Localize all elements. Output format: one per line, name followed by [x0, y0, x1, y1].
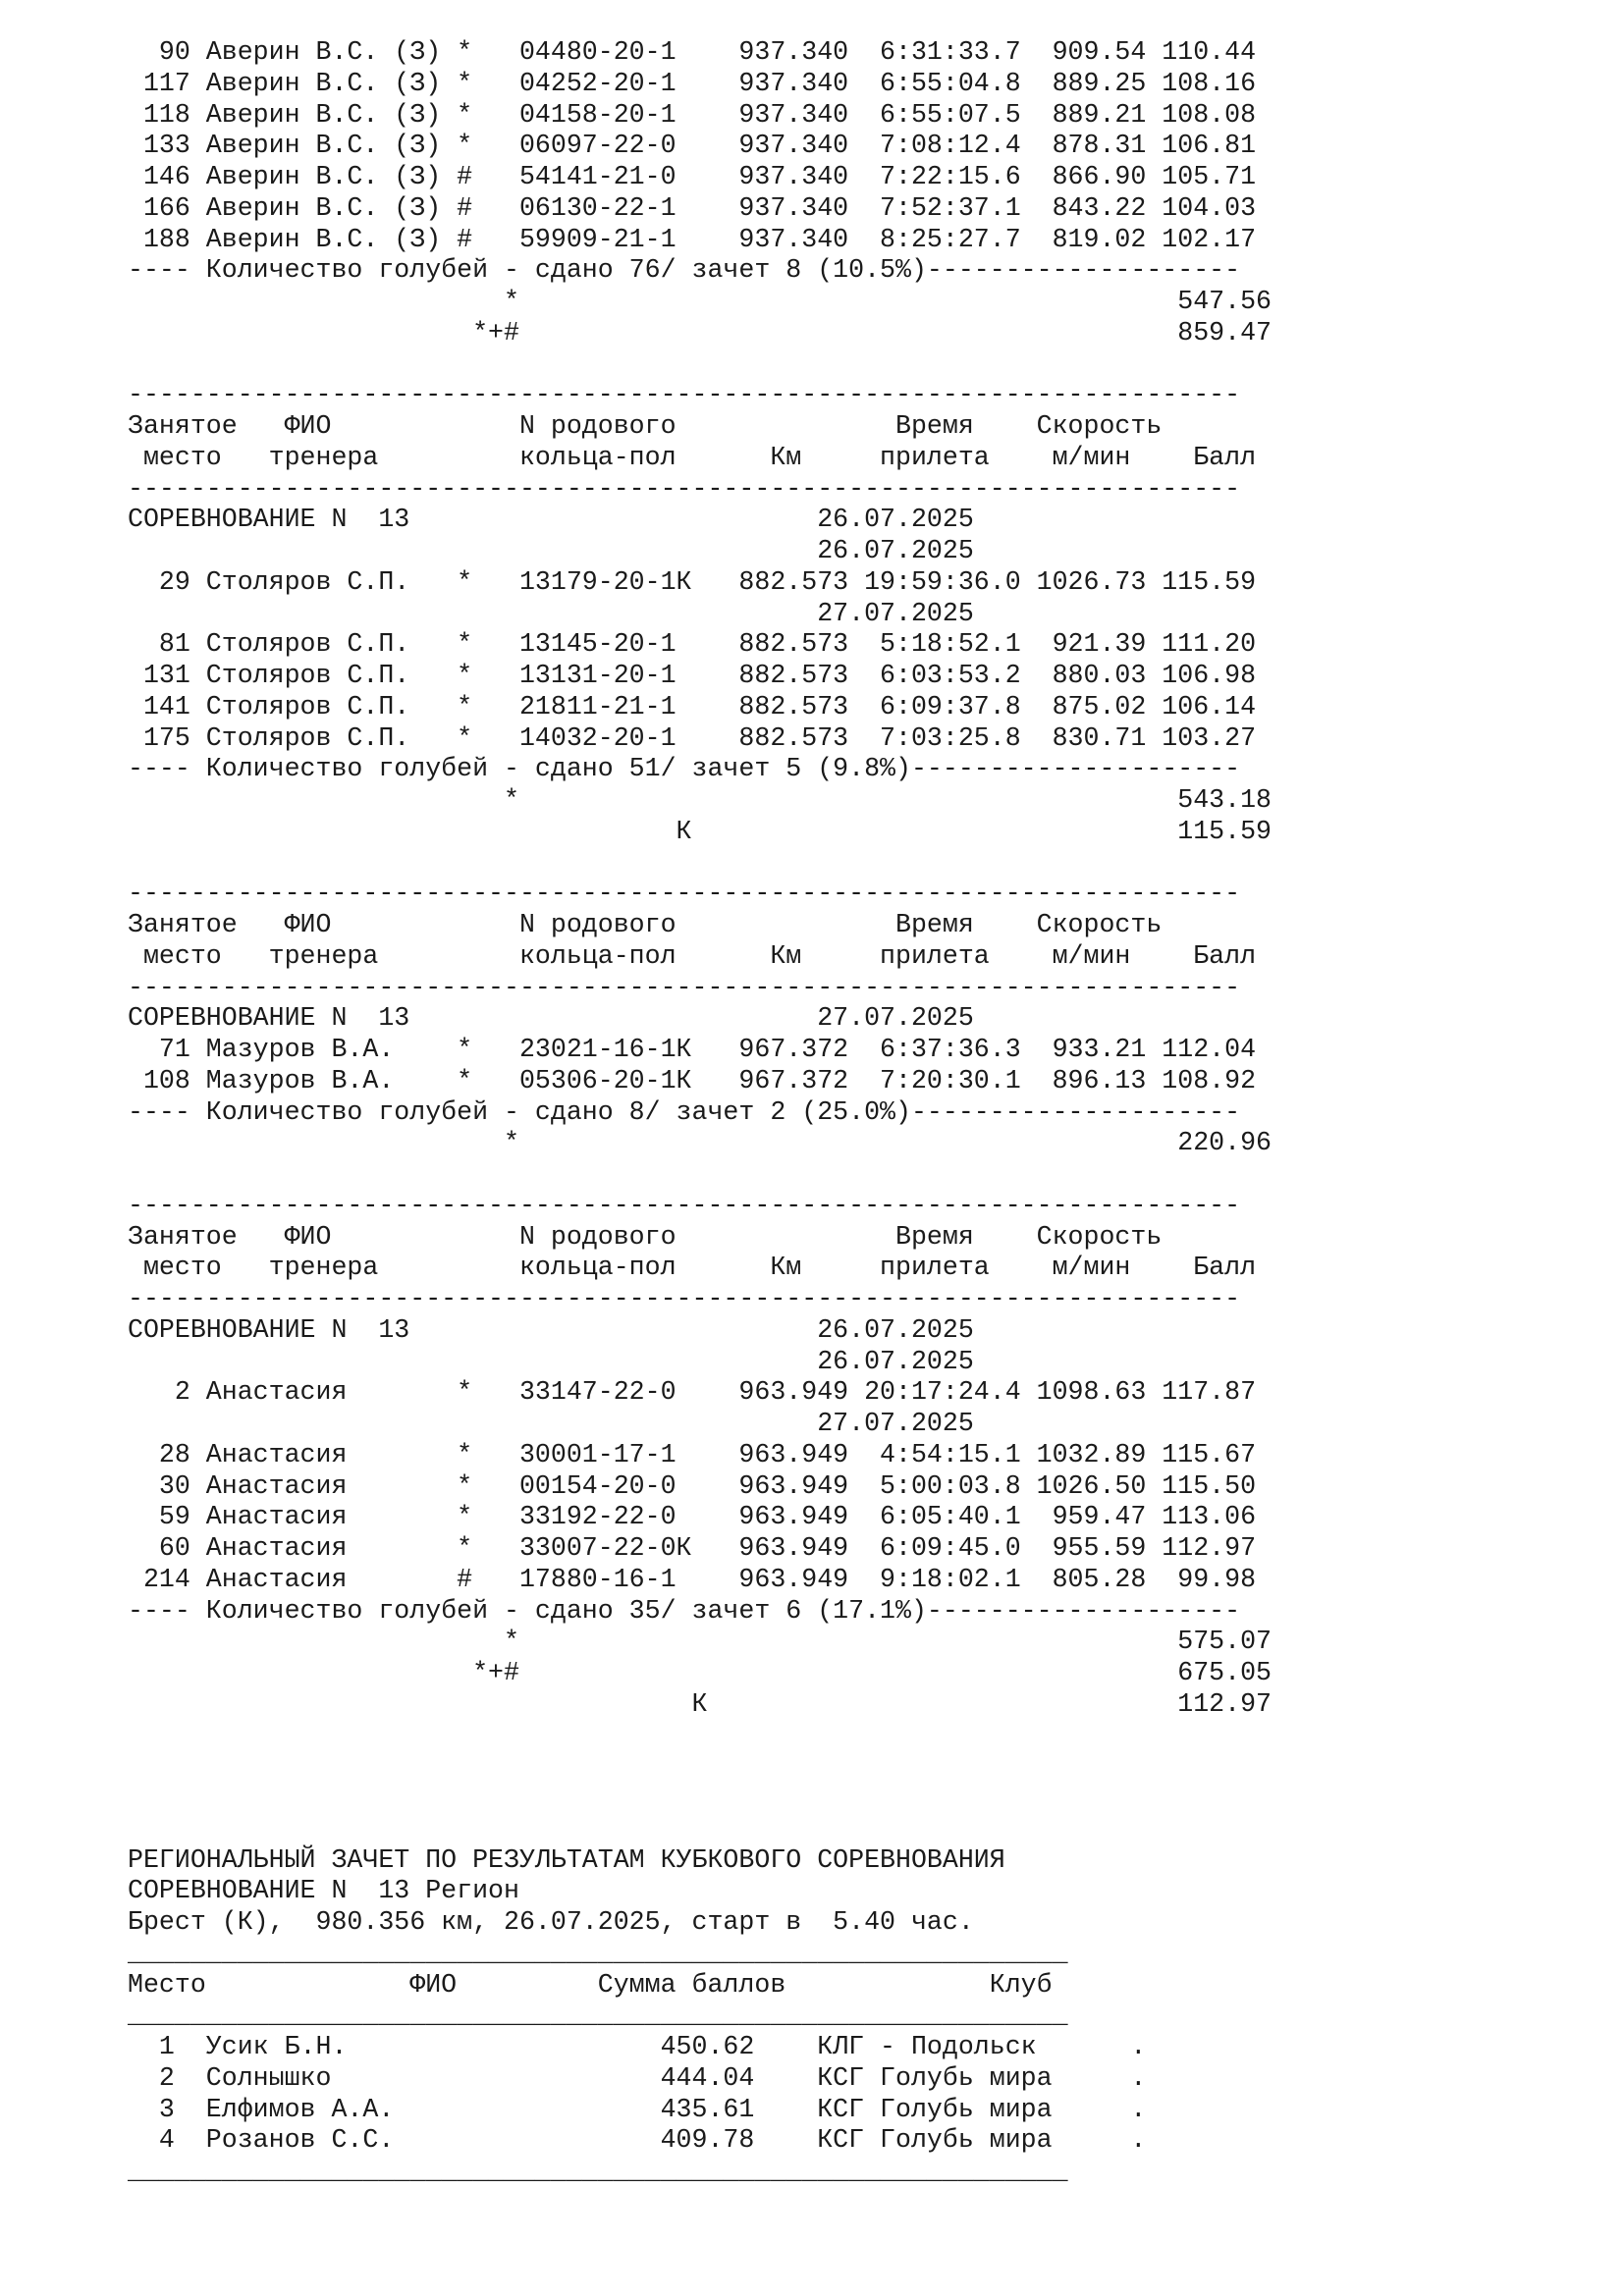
result-row: 131 Столяров С.П. * 13131-20-1 882.573 6:03:53.2 880.03 106.98 [128, 661, 1257, 690]
section-summary: ---- Количество голубей - сдано 8/ зачет 2 (25.0%)--------------------- [128, 1096, 1241, 1127]
table-rule: ____________________________________________________________ [128, 1938, 1068, 1968]
competition-line: СОРЕВНОВАНИЕ N 13 26.07.2025 [128, 505, 974, 535]
result-row: 81 Столяров С.П. * 13145-20-1 882.573 5:18:52.1 921.39 111.20 [128, 629, 1257, 660]
blank-line [128, 848, 1272, 880]
result-row: 60 Анастасия * 33007-22-0К 963.949 6:09:45.0 955.59 112.97 [128, 1533, 1257, 1563]
competition-line: СОРЕВНОВАНИЕ N 13 26.07.2025 [128, 1314, 974, 1345]
blank-line [128, 349, 1272, 381]
result-row: 214 Анастасия # 17880-16-1 963.949 9:18:02.1 805.28 99.98 [128, 1564, 1257, 1594]
result-row: 141 Столяров С.П. * 21811-21-1 882.573 6:09:37.8 875.02 106.14 [128, 691, 1257, 721]
results-document [128, 37, 1272, 2188]
result-row: 71 Мазуров В.А. * 23021-16-1К 967.372 6:37:36.3 933.21 112.04 [128, 1035, 1257, 1064]
competition-line: СОРЕВНОВАНИЕ N 13 27.07.2025 [128, 1003, 974, 1034]
regional-row: 1 Усик Б.Н. 450.62 КЛГ - Подольск . [128, 2032, 1147, 2061]
table-separator: ----------------------------------------------------------------------- [128, 879, 1241, 909]
result-row: 146 Аверин В.С. (З) # 54141-21-0 937.340 7:22:15.6 866.90 105.71 [128, 162, 1257, 191]
table-separator: ----------------------------------------------------------------------- [128, 972, 1241, 1002]
regional-column-header: Место ФИО Сумма баллов Клуб [128, 1969, 1053, 2000]
total-line: * 575.07 [128, 1627, 1272, 1657]
blank-line [128, 1814, 1272, 1845]
regional-subtitle: СОРЕВНОВАНИЕ N 13 Регион [128, 1876, 519, 1906]
result-row: 188 Аверин В.С. (З) # 59909-21-1 937.340 8:25:27.7 819.02 102.17 [128, 224, 1257, 254]
result-row: 175 Столяров С.П. * 14032-20-1 882.573 7:03:25.8 830.71 103.27 [128, 722, 1257, 753]
result-row: 59 Анастасия * 33192-22-0 963.949 6:05:40.1 959.47 113.06 [128, 1502, 1257, 1532]
table-rule: ____________________________________________________________ [128, 2001, 1068, 2031]
result-row: 28 Анастасия * 30001-17-1 963.949 4:54:15.1 1032.89 115.67 [128, 1439, 1257, 1469]
total-line: * 547.56 [128, 287, 1272, 316]
regional-row: 4 Розанов С.С. 409.78 КСГ Голубь мира . [128, 2125, 1147, 2156]
blank-line [128, 1783, 1272, 1814]
total-line: К 115.59 [128, 816, 1272, 846]
table-separator: ----------------------------------------------------------------------- [128, 473, 1241, 504]
result-row: 133 Аверин В.С. (З) * 06097-22-0 937.340 7:08:12.4 878.31 106.81 [128, 131, 1257, 161]
regional-row: 2 Солнышко 444.04 КСГ Голубь мира . [128, 2062, 1147, 2093]
table-separator: ----------------------------------------------------------------------- [128, 1284, 1241, 1313]
result-row: 26.07.2025 [128, 1346, 974, 1376]
blank-line [128, 1159, 1272, 1191]
result-row: 26.07.2025 [128, 536, 974, 565]
regional-title: РЕГИОНАЛЬНЫЙ ЗАЧЕТ ПО РЕЗУЛЬТАТАМ КУБКОВОГО СОРЕВНОВАНИЯ [128, 1844, 1005, 1875]
section-stolyarov [128, 380, 1272, 879]
result-row: 30 Анастасия * 00154-20-0 963.949 5:00:03.8 1026.50 115.50 [128, 1470, 1257, 1501]
result-row: 29 Столяров С.П. * 13179-20-1К 882.573 19:59:36.0 1026.73 115.59 [128, 566, 1257, 597]
column-header: Занятое ФИО N родового Время Скорость [128, 1221, 1163, 1252]
result-row: 2 Анастасия * 33147-22-0 963.949 20:17:24.4 1098.63 117.87 [128, 1377, 1257, 1408]
result-row: 108 Мазуров В.А. * 05306-20-1К 967.372 7:20:30.1 896.13 108.92 [128, 1065, 1257, 1095]
table-separator: ----------------------------------------------------------------------- [128, 1190, 1241, 1220]
regional-details: Брест (К), 980.356 км, 26.07.2025, старт в 5.40 час. [128, 1907, 974, 1937]
total-line: *+# 859.47 [128, 317, 1272, 347]
section-summary: ---- Количество голубей - сдано 76/ зачет 8 (10.5%)-------------------- [128, 255, 1241, 286]
regional-row: 3 Елфимов А.А. 435.61 КСГ Голубь мира . [128, 2094, 1147, 2124]
blank-line [128, 1751, 1272, 1783]
blank-line [128, 1721, 1272, 1752]
result-row: 90 Аверин В.С. (З) * 04480-20-1 937.340 6:31:33.7 909.54 110.44 [128, 37, 1257, 67]
total-line: * 543.18 [128, 785, 1272, 815]
result-row: 27.07.2025 [128, 1409, 974, 1438]
column-header: Занятое ФИО N родового Время Скорость [128, 910, 1163, 939]
table-rule: ____________________________________________________________ [128, 2157, 1068, 2186]
total-line: К 112.97 [128, 1688, 1272, 1719]
total-line: * 220.96 [128, 1128, 1272, 1158]
column-header: Занятое ФИО N родового Время Скорость [128, 411, 1163, 441]
result-row: 117 Аверин В.С. (З) * 04252-20-1 937.340 6:55:04.8 889.25 108.16 [128, 68, 1257, 98]
column-header: место тренера кольца-пол Км прилета м/мин Балл [128, 442, 1257, 472]
result-row: 118 Аверин В.С. (З) * 04158-20-1 937.340 6:55:07.5 889.21 108.08 [128, 99, 1257, 130]
total-line: *+# 675.05 [128, 1658, 1272, 1687]
section-summary: ---- Количество голубей - сдано 51/ зачет 5 (9.8%)--------------------- [128, 754, 1241, 784]
section-summary: ---- Количество голубей - сдано 35/ зачет 6 (17.1%)-------------------- [128, 1595, 1241, 1626]
table-separator: ----------------------------------------------------------------------- [128, 380, 1241, 410]
regional-standings [128, 1845, 1272, 2188]
result-row: 166 Аверин В.С. (З) # 06130-22-1 937.340 7:52:37.1 843.22 104.03 [128, 192, 1257, 223]
section-previous-tail [128, 37, 1272, 380]
column-header: место тренера кольца-пол Км прилета м/мин Балл [128, 1253, 1257, 1283]
column-header: место тренера кольца-пол Км прилета м/мин Балл [128, 940, 1257, 971]
result-row: 27.07.2025 [128, 598, 974, 628]
section-anastasia [128, 1191, 1272, 1845]
section-mazurov [128, 879, 1272, 1191]
